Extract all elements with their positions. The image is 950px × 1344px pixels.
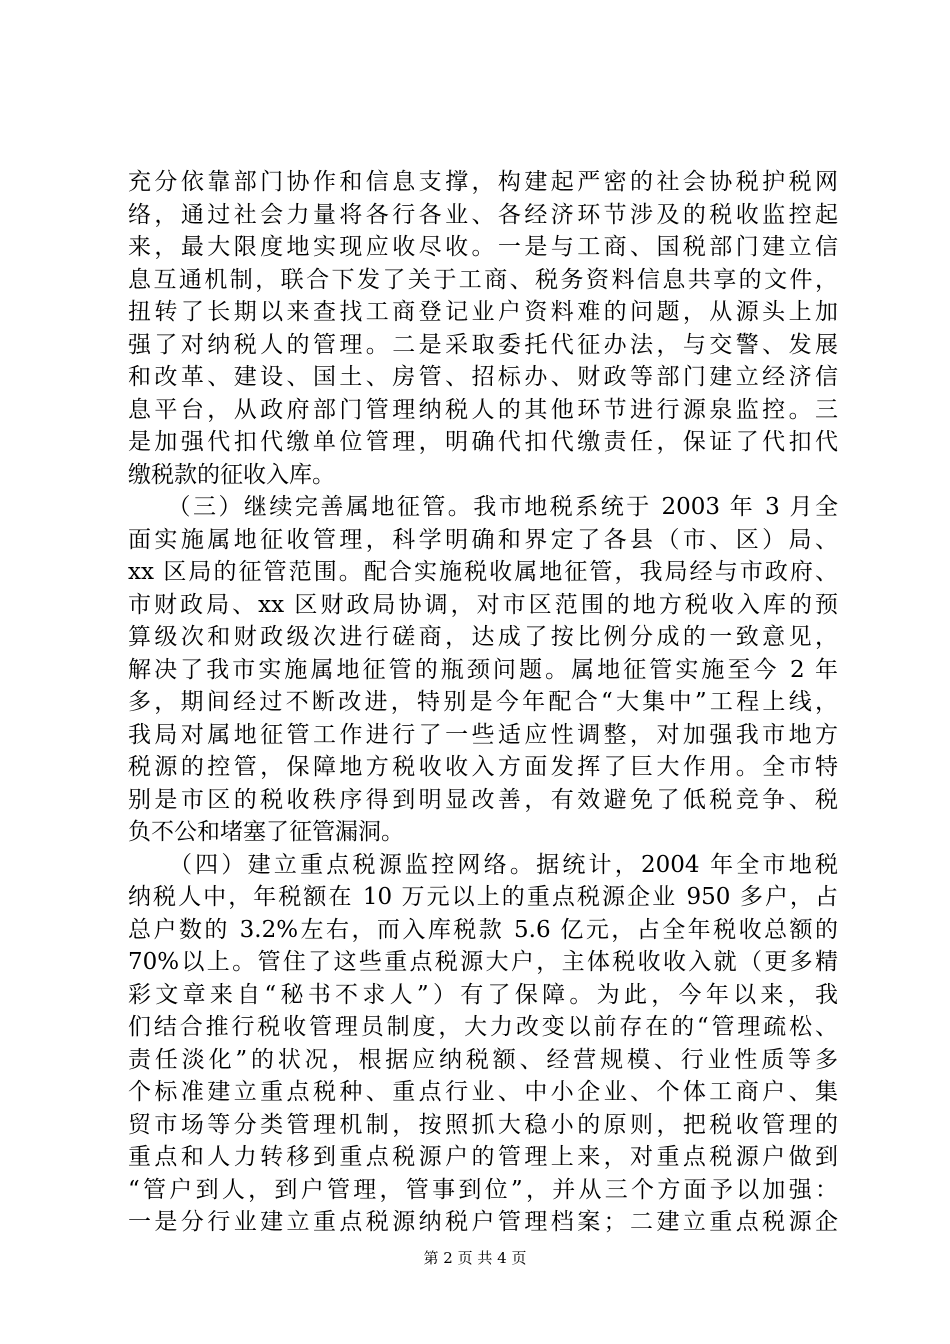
text-line: 多，期间经过不断改进，特别是今年配合“大集中”工程上线， [128, 689, 838, 715]
text-line: （四）建立重点税源监控网络。据统计，2004 年全市地税 [128, 851, 838, 878]
text-line: 和改革、建设、国土、房管、招标办、财政等部门建立经济信 [128, 364, 838, 390]
text-line: 市财政局、xx 区财政局协调，对市区范围的地方税收入库的预 [128, 591, 838, 618]
text-line: 强了对纳税人的管理。二是采取委托代征办法，与交警、发展 [128, 331, 838, 358]
text-line: 负不公和堵塞了征管漏洞。 [128, 819, 404, 845]
text-line: “管户到人，到户管理，管事到位”，并从三个方面予以加强： [128, 1176, 838, 1203]
text-line: 责任淡化”的状况，根据应纳税额、经营规模、行业性质等多 [128, 1046, 838, 1073]
text-line: 是加强代扣代缴单位管理，明确代扣代缴责任，保证了代扣代 [128, 429, 838, 455]
text-line: 贸市场等分类管理机制，按照抓大稳小的原则，把税收管理的 [128, 1111, 838, 1138]
text-line: 总户数的 3.2%左右，而入库税款 5.6 亿元，占全年税收总额的 [128, 916, 838, 943]
text-line: 算级次和财政级次进行磋商，达成了按比例分成的一致意见， [128, 624, 838, 650]
text-line: 税源的控管，保障地方税收收入方面发挥了巨大作用。全市特 [128, 754, 838, 780]
text-line: 70%以上。管住了这些重点税源大户，主体税收收入就（更多精 [128, 949, 838, 975]
body-text [128, 166, 838, 1239]
text-line: 我局对属地征管工作进行了一些适应性调整，对加强我市地方 [128, 721, 838, 748]
text-line: 解决了我市实施属地征管的瓶颈问题。属地征管实施至今 2 年 [128, 656, 838, 683]
text-line: 一是分行业建立重点税源纳税户管理档案；二建立重点税源企 [128, 1209, 838, 1235]
text-line: 缴税款的征收入库。 [128, 461, 335, 488]
text-line: （三）继续完善属地征管。我市地税系统于 2003 年 3 月全 [128, 494, 838, 520]
text-line: 纳税人中，年税额在 10 万元以上的重点税源企业 950 多户，占 [128, 884, 838, 910]
page-footer: 第 2 页 共 4 页 [423, 1249, 527, 1267]
text-line: 们结合推行税收管理员制度，大力改变以前存在的“管理疏松、 [128, 1014, 838, 1040]
text-line: 面实施属地征收管理，科学明确和界定了各县（市、区）局、 [128, 526, 838, 553]
text-line: 个标准建立重点税种、重点行业、中小企业、个体工商户、集 [128, 1079, 838, 1105]
text-line: 络，通过社会力量将各行各业、各经济环节涉及的税收监控起 [128, 201, 838, 228]
text-line: 息平台，从政府部门管理纳税人的其他环节进行源泉监控。三 [128, 396, 838, 423]
text-line: 扭转了长期以来查找工商登记业户资料难的问题，从源头上加 [128, 299, 838, 325]
text-line: 彩文章来自“秘书不求人”）有了保障。为此，今年以来，我 [128, 981, 838, 1008]
text-line: 来，最大限度地实现应收尽收。一是与工商、国税部门建立信 [128, 234, 838, 260]
text-line: 息互通机制，联合下发了关于工商、税务资料信息共享的文件， [128, 266, 838, 293]
text-line: xx 区局的征管范围。配合实施税收属地征管，我局经与市政府、 [128, 559, 838, 585]
text-line: 重点和人力转移到重点税源户的管理上来，对重点税源户做到 [128, 1144, 838, 1170]
text-line: 别是市区的税收秩序得到明显改善，有效避免了低税竞争、税 [128, 786, 838, 813]
text-line: 充分依靠部门协作和信息支撑，构建起严密的社会协税护税网 [128, 169, 838, 195]
